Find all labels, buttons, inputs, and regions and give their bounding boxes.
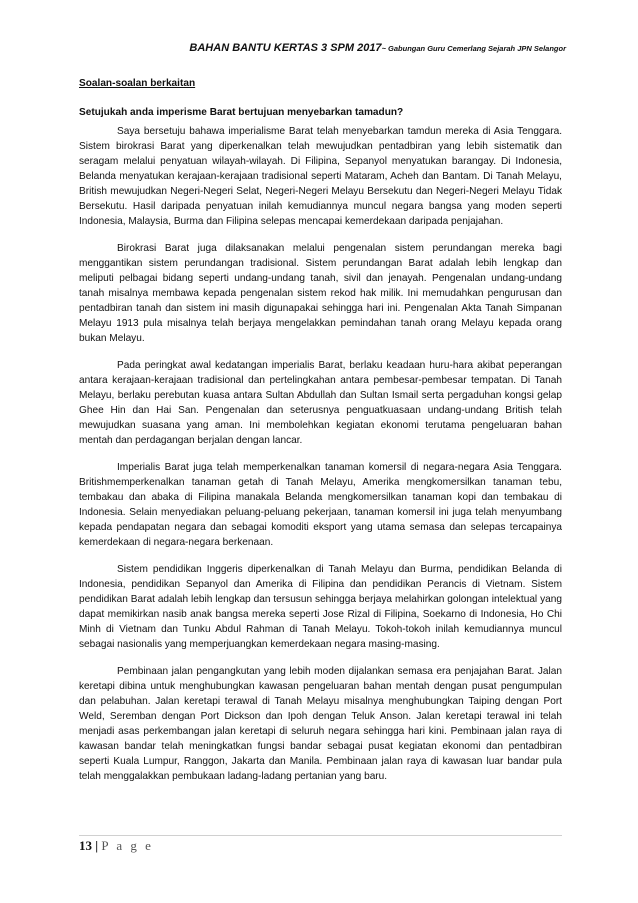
paragraph: Sistem pendidikan Inggeris diperkenalkan di Tanah Melayu dan Burma, pendidikan Belanda di Indonesia, pendidikan Sepanyol dan Amerika di Filipina dan pendidikan Perancis di Vietnam. Sistem pendidikan Barat adalah lebih lengkap dan tersusun sehingga berjaya melahirkan golongan intelektual yang dapat memikirkan nasib anak bangsa mereka seperti Jose Rizal di Filipina, Soekarno di Indonesia, Ho Chi Minh di Vietnam dan Tunku Abdul Rahman di Tanah Melayu. Tokoh-tokoh inilah kemudiannya muncul sebagai nasionalis yang memperjuangkan kemerdekaan negara masing-masing. bbox=[79, 564, 562, 650]
section-title: Soalan-soalan berkaitan bbox=[79, 78, 196, 89]
paragraph: Imperialis Barat juga telah memperkenalkan tanaman komersil di negara-negara Asia Tenggara. Britishmemperkenalkan tanaman getah di Tanah Melayu, Amerika mengkomersilkan tanaman tebu, tembakau dan abaka di Filipina manakala Belanda mengkomersilkan tanaman kopi dan tembakau di Indonesia. Selain menyediakan peluang-peluang pekerjaan, tanaman komersil ini juga telah menyumbang kepada pendapatan negara dan sebagai komoditi eksport yang utama semasa dan selepas tercapainya kemerdekaan di negara-negara berkenaan. bbox=[79, 462, 562, 548]
footer-divider bbox=[79, 835, 562, 836]
paragraph: Birokrasi Barat juga dilaksanakan melalui pengenalan sistem perundangan mereka bagi menggantikan sistem perundangan tradisional. Sistem perundangan Barat adalah lebih lengkap dan meliputi pelbagai bidang seperti undang-undang tanah, sivil dan jenayah. Pengenalan undang-undang tanah misalnya membawa kepada pengenalan sistem rekod hak milik. Ini memudahkan pengurusan dan pentadbiran tanah dan sistem ini masih digunapakai sehingga hari ini. Pengenalan Akta Tanah Simpanan Melayu 1913 pula misalnya telah berjaya mengelakkan pemindahan tanah orang Melayu kepada orang bukan Melayu. bbox=[79, 243, 562, 344]
question-heading: Setujukah anda imperisme Barat bertujuan menyebarkan tamadun? bbox=[79, 107, 404, 118]
paragraph: Pembinaan jalan pengangkutan yang lebih moden dijalankan semasa era penjajahan Barat. Jalan keretapi dibina untuk menghubungkan kawasan pengeluaran bahan mentah dengan pusat pengumpulan dan pelabuhan. Jalan keretapi terawal di Tanah Melayu misalnya menghubungkan Taiping dengan Port Weld, Seremban dengan Port Dickson dan Ipoh dengan Teluk Anson. Jalan keretapi terawal ini telah menjadi asas perkembangan jalan keretapi di seluruh negara sehingga hari kini. Pembinaan jalan raya di kawasan bandar telah meningkatkan fungsi bandar sebagai pusat kegiatan ekonomi dan pentadbiran seperti Kuala Lumpur, Ranggon, Jakarta dan Manila. Pembinaan jalan raya di kawasan luar bandar pula telah menggalakkan pembukaan ladang-ladang pertanian yang baru. bbox=[79, 666, 562, 782]
header-subtitle: ~ Gabungan Guru Cemerlang Sejarah JPN Selangor bbox=[381, 44, 566, 53]
header-title: BAHAN BANTU KERTAS 3 SPM 2017 bbox=[189, 42, 382, 54]
paragraph: Pada peringkat awal kedatangan imperialis Barat, berlaku keadaan huru-hara akibat peperangan antara kerajaan-kerajaan tradisional dan pertelingkahan antara pembesar-pembesar tempatan. Di Tanah Melayu, berlaku perebutan kuasa antara Sultan Abdullah dan Sultan Ismail serta pergaduhan kongsi gelap Ghee Hin dan Hai San. Pengenalan dan seterusnya penguatkuasaan undang-undang British telah mewujudkan suasana yang aman. Ini membolehkan kegiatan ekonomi terutama pengeluaran bahan mentah dan perdagangan berjalan dengan lancar. bbox=[79, 360, 562, 446]
page-header bbox=[0, 42, 638, 54]
document-body bbox=[79, 76, 562, 796]
paragraph: Saya bersetuju bahawa imperialisme Barat telah menyebarkan tamdun mereka di Asia Tenggara. Sistem birokrasi Barat yang diperkenalkan telah mewujudkan pentadbiran yang lebih sistematik dan seragam melalui penyatuan wilayah-wilayah. Di Filipina, Sepanyol menyatukan barangay. Di Indonesia, Belanda menyatukan kerajaan-kerajaan tradisional seperti Mataram, Acheh dan Bantam. Di Tanah Melayu, British mewujudkan Negeri-Negeri Selat, Negeri-Negeri Melayu Bersekutu dan Negeri-Negeri Melayu Tidak Bersekutu. Hasil daripada penyatuan inilah kemudiannya muncul negara bangsa yang moden seperti Indonesia, Malaysia, Burma dan Filipina selepas mencapai kemerdekaan daripada penjajahan. bbox=[79, 126, 562, 227]
footer-separator: | bbox=[95, 838, 99, 853]
page-footer bbox=[79, 838, 153, 854]
page-number: 13 bbox=[79, 838, 92, 853]
page-label: P a g e bbox=[101, 838, 154, 853]
